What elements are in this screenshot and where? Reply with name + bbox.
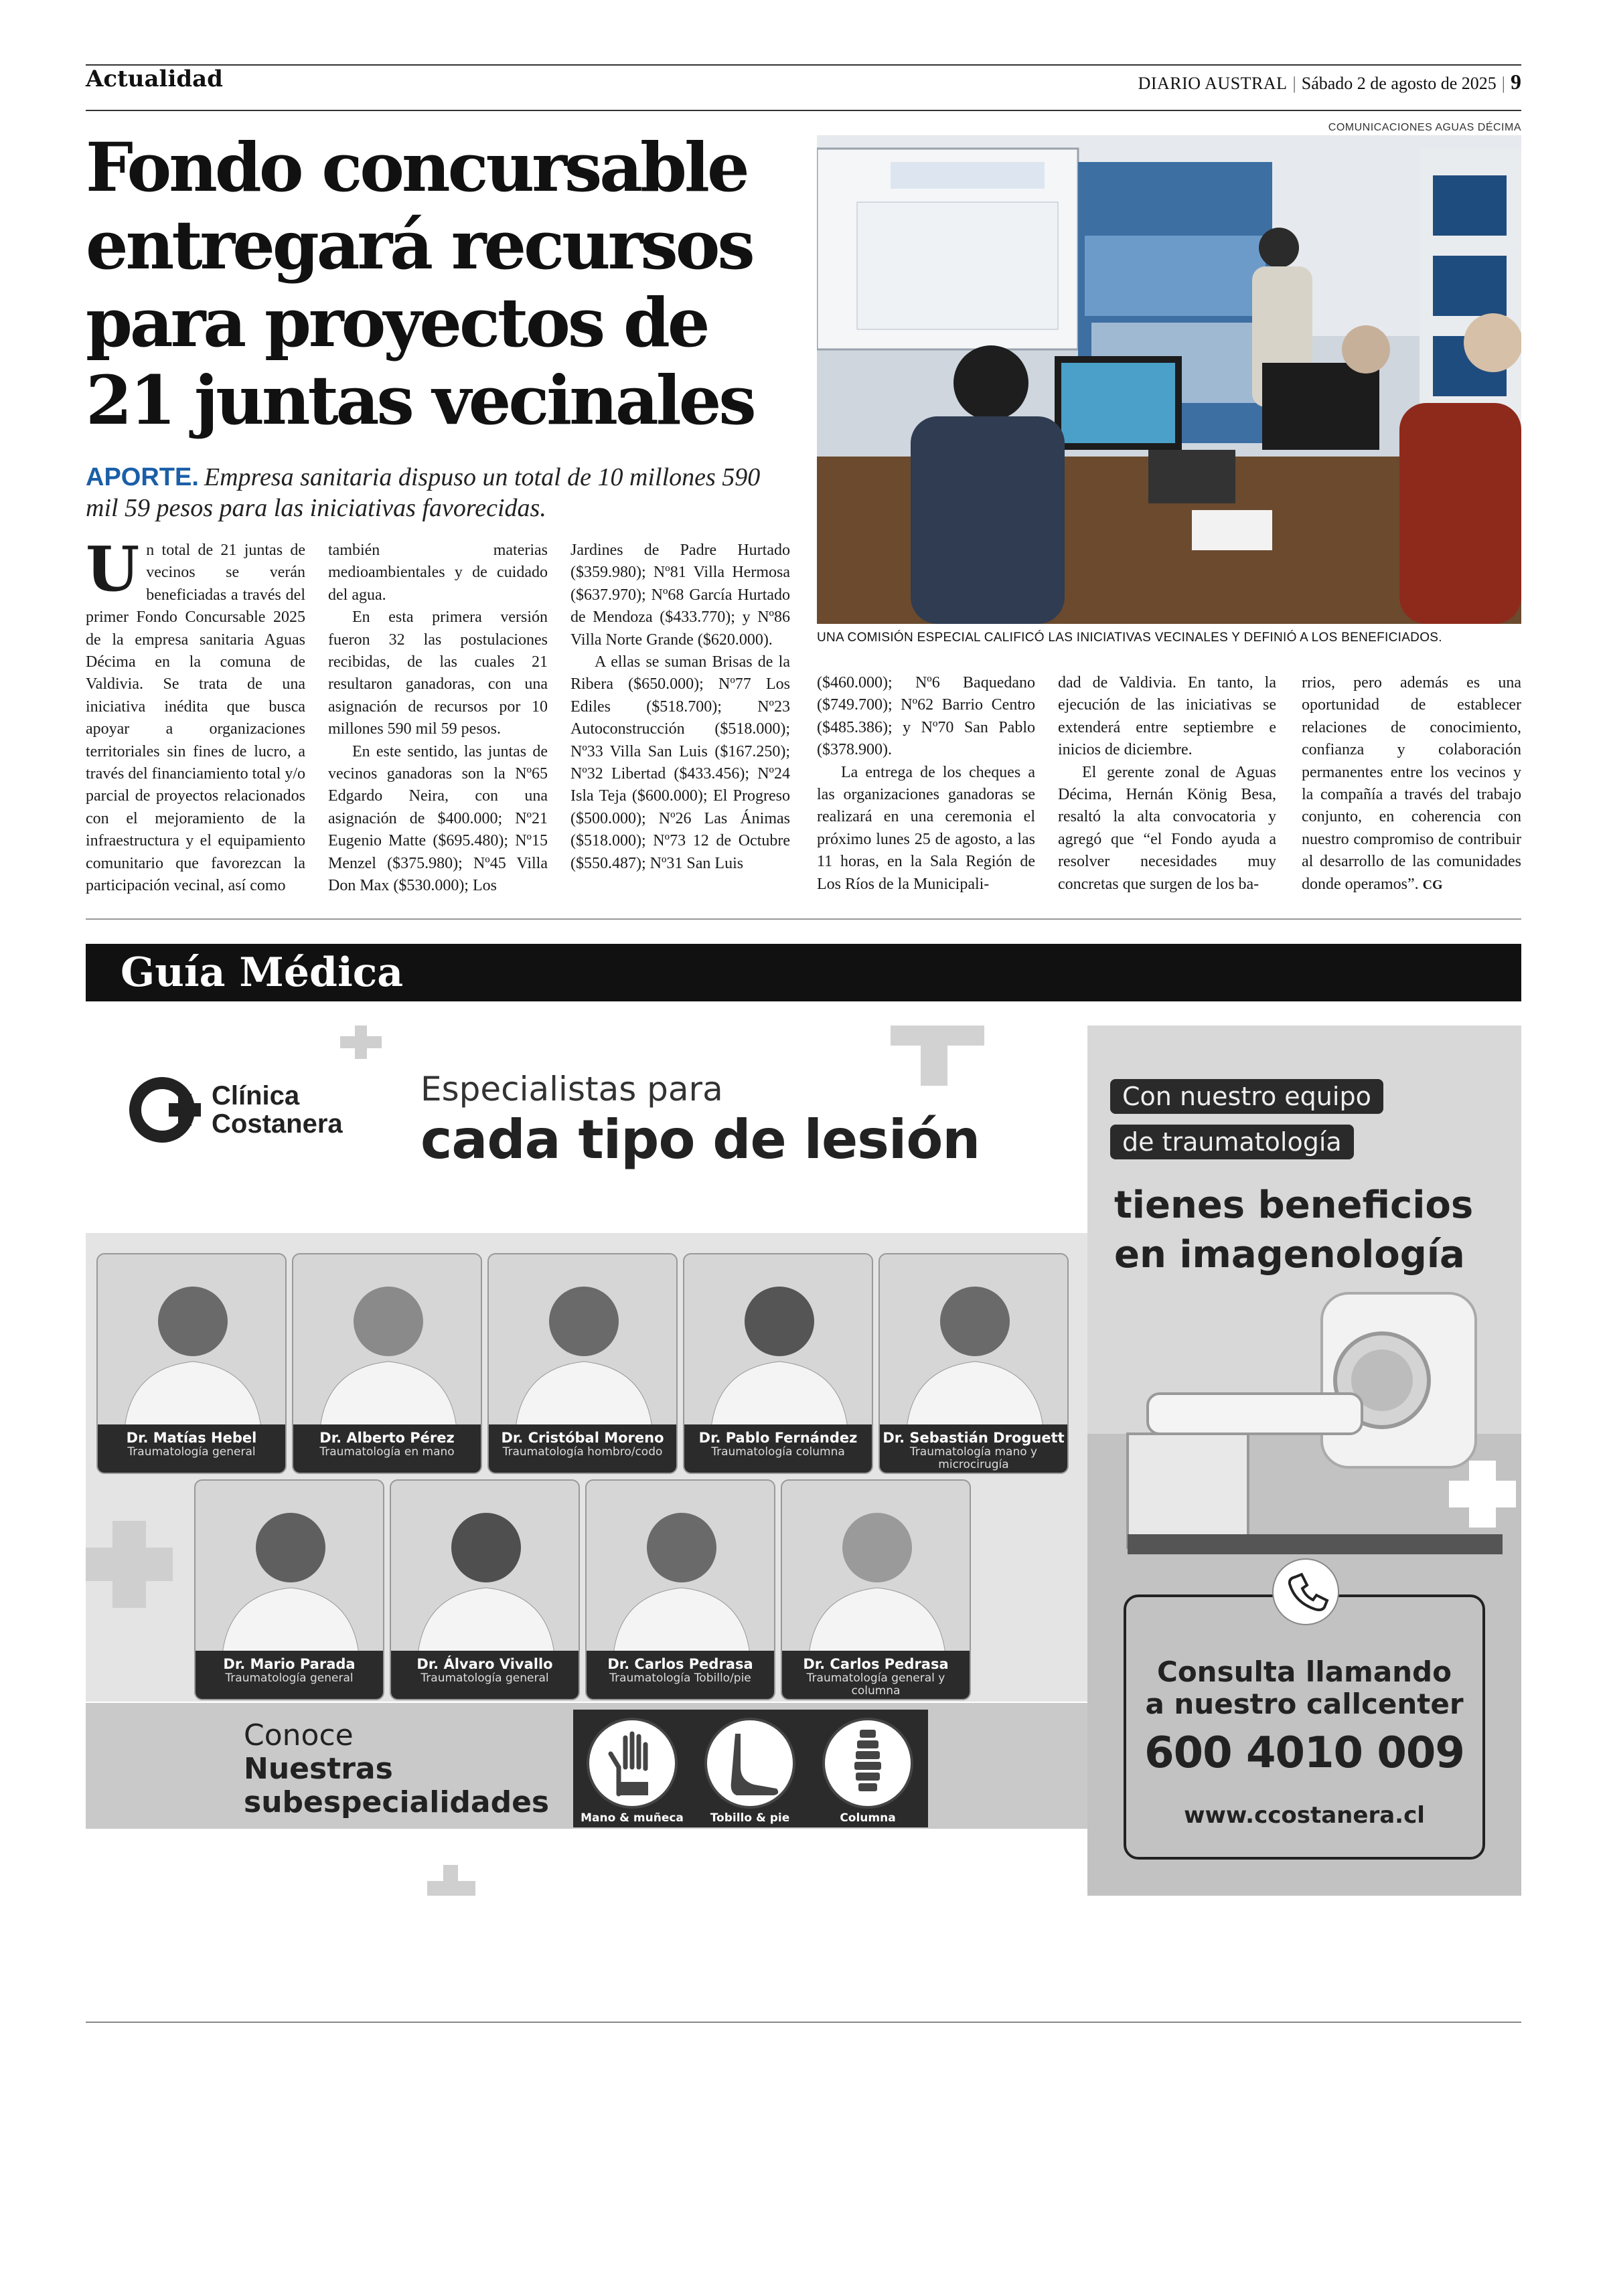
deck-text: Empresa sanitaria dispuso un total de 10 millones 590 mil 59 pesos para las iniciativas favorecidas. (86, 463, 761, 522)
doctor-card (194, 1479, 384, 1700)
doctor-name: Dr. Mario Parada (223, 1656, 356, 1672)
doctor-specialty: Traumatología Tobillo/pie (609, 1671, 751, 1685)
deck-kicker: APORTE. (86, 463, 199, 491)
doctor-name: Dr. Carlos Pedrasa (803, 1656, 949, 1672)
publication-name: DIARIO AUSTRAL (1138, 74, 1288, 93)
phone-icon (1272, 1558, 1339, 1625)
doctor-card (781, 1479, 971, 1700)
conoce-line: subespecialidades (244, 1785, 550, 1819)
doctor-name: Dr. Pablo Fernández (698, 1430, 858, 1446)
article-paragraph: dad de Valdivia. En tanto, la ejecución de las iniciativas se extenderá entre septiembre e inicios de diciembre. (1058, 674, 1276, 759)
headline-line: 21 juntas vecinales (86, 361, 754, 440)
publication-date: Sábado 2 de agosto de 2025 (1301, 74, 1497, 93)
consulta-line: Consulta llamando (1157, 1655, 1452, 1688)
doctor-card (683, 1253, 873, 1474)
article-paragraph: ($460.000); Nº6 Baquedano ($749.700); Nº62 Barrio Centro ($485.386); y Nº70 San Pablo ($378.900). (817, 674, 1035, 759)
bottom-rule (86, 2022, 1521, 2023)
photo-credit: COMUNICACIONES AGUAS DÉCIMA (1328, 122, 1521, 133)
doctor-specialty: Traumatología hombro/codo (502, 1445, 663, 1459)
ad-lede-small: Especialistas para (420, 1070, 723, 1109)
article-paragraph: El gerente zonal de Aguas Décima, Hernán König Besa, resaltó la alta convocatoria y agregó que “el Fondo ayuda a resolver necesidades muy concretas que surgen de los ba- (1058, 763, 1276, 893)
subspecialty-ankle (691, 1710, 809, 1827)
article-paragraph: Jardines de Padre Hurtado ($359.980); Nº81 Villa Hermosa ($637.970); Nº68 García Hurtado de Mendoza ($433.770); y Nº86 Villa Norte Grande ($620.000). (570, 542, 790, 649)
doctor-specialty: Traumatología general (127, 1445, 256, 1459)
article-photo (817, 135, 1521, 624)
article-column-6 (1302, 672, 1521, 896)
doctor-name: Dr. Alberto Pérez (319, 1430, 455, 1446)
doctor-specialty: Traumatología columna (711, 1445, 845, 1459)
doctor-label (880, 1424, 1067, 1473)
benefits-line: en imagenología (1114, 1233, 1465, 1277)
article-paragraph (86, 533, 305, 898)
doctor-portrait (587, 1481, 775, 1655)
logo-line: Costanera (212, 1109, 343, 1139)
doctor-portrait (98, 1254, 287, 1428)
article-paragraph: también materias medioambientales y de cuidado del agua. (328, 542, 548, 604)
paragraph-text: n total de 21 juntas de vecinos se verán beneficiadas a través del primer Fondo Concursable 2025 de la empresa sanitaria Aguas Décima en la comuna de Valdivia. Se trata de una iniciativa inédita que busca apoyar a organizaciones territoriales sin fines de lucro, a través del financiamiento total y/o parcial de proyectos relacionados con el mejoramiento de la infraestructura y el equipamiento comunitario que favorezcan la participación vecinal, así como (86, 542, 305, 895)
doctor-label (98, 1424, 285, 1473)
subspecialty-spine (809, 1710, 927, 1827)
article-paragraph: En esta primera versión fueron 32 las postulaciones recibidas, de las cuales 21 resultaron ganadoras, con una asignación de recursos por 10 millones 590 mil 59 pesos. (328, 608, 548, 738)
doctor-label (684, 1424, 872, 1473)
doctor-card (390, 1479, 580, 1700)
logo-line: Clínica (212, 1081, 300, 1111)
clinic-advertisement (86, 1026, 1521, 1896)
doctor-card (487, 1253, 678, 1474)
page-number: 9 (1511, 70, 1521, 94)
doctor-name: Dr. Álvaro Vivallo (416, 1656, 553, 1672)
header-rule (86, 110, 1521, 111)
conoce-line: Conoce (244, 1718, 354, 1752)
folio-separator: | (1501, 74, 1505, 93)
clinic-logo-text (212, 1082, 343, 1138)
subspecialty-hand (573, 1710, 691, 1827)
article-column-2 (328, 540, 548, 898)
callcenter-text (1124, 1656, 1485, 1720)
section-rule (86, 918, 1521, 920)
headline-line: entregará recursos (86, 206, 753, 284)
ad-pill-team: Con nuestro equipo (1110, 1079, 1383, 1114)
doctor-card (585, 1479, 775, 1700)
clinic-website: www.ccostanera.cl (1184, 1802, 1425, 1829)
doctor-portrait (391, 1481, 580, 1655)
article-column-3 (570, 540, 790, 875)
doctor-specialty: Traumatología general (420, 1671, 549, 1685)
subspecialties-strip (573, 1710, 928, 1827)
section-label: Actualidad (86, 66, 223, 92)
doctor-label (782, 1651, 970, 1699)
benefits-line: tienes beneficios (1114, 1183, 1474, 1227)
headline-line: Fondo concursable (86, 128, 747, 207)
conoce-line: Nuestras (244, 1752, 393, 1786)
doctor-card (292, 1253, 482, 1474)
doctor-portrait (880, 1254, 1069, 1428)
doctor-portrait (196, 1481, 384, 1655)
doctor-card (96, 1253, 287, 1474)
photo-caption: UNA COMISIÓN ESPECIAL CALIFICÓ LAS INICIATIVAS VECINALES Y DEFINIÓ A LOS BENEFICIADOS. (817, 631, 1442, 645)
doctor-card (878, 1253, 1069, 1474)
clinic-logo (127, 1072, 343, 1147)
plus-icon (425, 1862, 478, 1896)
subspecialty-label: Tobillo & pie (710, 1811, 790, 1825)
doctor-label (196, 1651, 383, 1699)
end-mark: CG (1422, 877, 1443, 892)
article-paragraph: La entrega de los cheques a las organizaciones ganadoras se realizará en una ceremonia el próximo lunes 25 de agosto, a las 11 horas, en la Sala Región de Los Ríos de la Municipali- (817, 763, 1035, 893)
doctor-label (293, 1424, 481, 1473)
doctor-name: Dr. Carlos Pedrasa (607, 1656, 753, 1672)
guia-medica-title: Guía Médica (121, 949, 404, 996)
doctor-specialty: Traumatología general (225, 1671, 354, 1685)
article-column-1 (86, 533, 305, 898)
paragraph-text: rrios, pero además es una oportunidad de establecer relaciones de conocimiento, confianza y colaboración permanentes entre los vecinos y la compañía a través del trabajo conjunto, en coherencia con nuestro compromiso de contribuir al desarrollo de las comunidades donde operamos”. (1302, 674, 1521, 893)
article-column-4 (817, 672, 1035, 896)
clinic-logo-icon (127, 1072, 202, 1147)
subspecialty-label: Columna (840, 1811, 896, 1825)
headline-line: para proyectos de (86, 283, 708, 362)
doctor-portrait (293, 1254, 482, 1428)
phone-number: 600 4010 009 (1144, 1728, 1464, 1778)
article-deck (86, 462, 795, 523)
subspecialties-heading (244, 1719, 549, 1819)
doctor-portrait (489, 1254, 678, 1428)
doctor-portrait (684, 1254, 873, 1428)
doctor-name: Dr. Sebastián Droguett (883, 1430, 1065, 1446)
article-column-5 (1058, 672, 1276, 896)
doctor-label (391, 1651, 579, 1699)
doctor-specialty: Traumatología mano y microcirugía (909, 1445, 1038, 1471)
ad-pill-traumatology: de traumatología (1110, 1125, 1354, 1159)
ad-benefits (1114, 1181, 1473, 1280)
headline (86, 129, 782, 439)
folio-separator: | (1292, 74, 1296, 93)
folio (1138, 70, 1521, 94)
article-paragraph: A ellas se suman Brisas de la Ribera ($650.000); Nº77 Los Ediles ($518.700); Nº23 Autoconstrucción ($518.000); Nº33 Villa San Luis ($167.250); Nº32 Libertad ($433.456); Nº24 Isla Teja ($600.000); El Progreso ($500.000); Nº26 Las Ánimas ($518.000); Nº73 12 de Octubre ($550.487); Nº31 San Luis (570, 653, 790, 872)
doctor-name: Dr. Cristóbal Moreno (501, 1430, 664, 1446)
subspecialty-label: Mano & muñeca (581, 1811, 684, 1825)
photo-illustration (817, 135, 1521, 624)
hand-icon (587, 1718, 678, 1809)
spine-icon (822, 1718, 913, 1809)
doctor-name: Dr. Matías Hebel (126, 1430, 257, 1446)
article-paragraph: En este sentido, las juntas de vecinos ganadoras son la Nº65 Edgardo Neira, con una asignación de $400.000; Nº21 Eugenio Matte ($695.480); Nº15 Menzel ($375.980); Nº45 Villa Don Max ($530.000); Los (328, 742, 548, 895)
article-paragraph (1302, 672, 1521, 896)
doctor-specialty: Traumatología general y columna (806, 1671, 945, 1698)
doctor-label (489, 1424, 676, 1473)
doctor-label (587, 1651, 774, 1699)
foot-icon (704, 1718, 795, 1809)
consulta-line: a nuestro callcenter (1145, 1688, 1464, 1720)
top-rule (86, 64, 1521, 66)
plus-icon (884, 1026, 991, 1106)
doctor-portrait (782, 1481, 971, 1655)
ad-lede-big: cada tipo de lesión (420, 1109, 980, 1171)
doctor-specialty: Traumatología en mano (319, 1445, 455, 1459)
dropcap: U (86, 533, 140, 605)
